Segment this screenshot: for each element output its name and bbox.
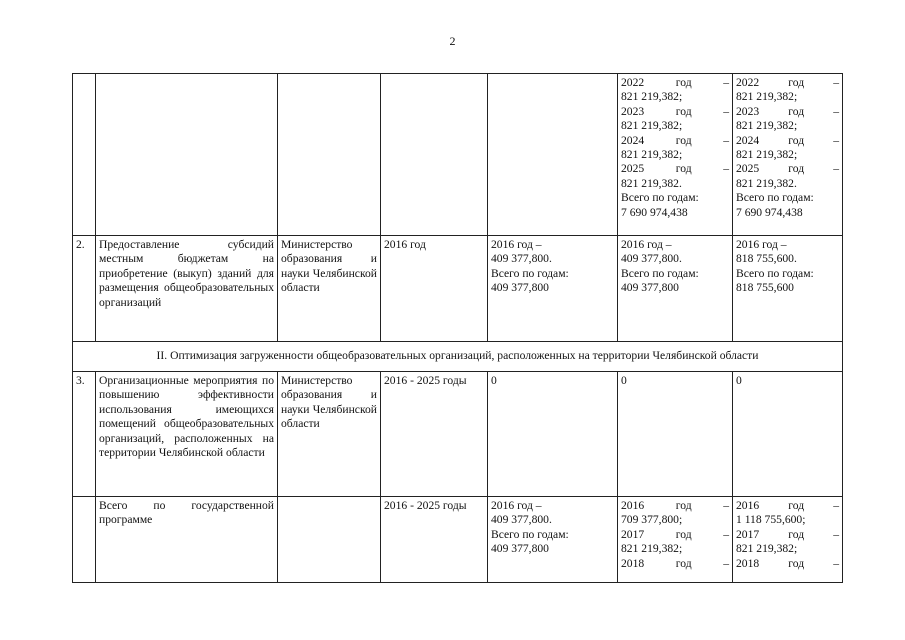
cell-name (96, 74, 278, 236)
cell-col6: 2016 год – 818 755,600. Всего по годам: 818 755,600 (733, 236, 843, 342)
year-line: 2016 год – (621, 499, 729, 512)
program-table (72, 73, 843, 583)
cell-col4: 0 (488, 372, 618, 497)
cell-col6 (733, 74, 843, 236)
year-line: 2016 год – (736, 499, 839, 512)
value-line: 821 219,382. (621, 176, 682, 190)
value-line: 821 219,382; (736, 90, 798, 104)
value-line: 821 219,382; (621, 148, 683, 162)
year-line: 2025 год – (621, 162, 729, 176)
cell-period: 2016 - 2025 годы (381, 497, 488, 583)
total-value: 7 690 974,438 (736, 205, 803, 219)
cell-executor: Министерство образования и науки Челябинской области (278, 236, 381, 342)
cell-name: Предоставление субсидий местным бюджетам на приобретение (выкуп) зданий для размещения общеобразовательных организаций (96, 236, 278, 342)
cell-num: 3. (73, 372, 96, 497)
value-line: 821 219,382; (621, 119, 683, 133)
cell-col5: 2016 год – 409 377,800. Всего по годам: 409 377,800 (618, 236, 733, 342)
total-label: Всего по годам: (621, 191, 699, 205)
cell-col4: 2016 год – 409 377,800. Всего по годам: 409 377,800 (488, 497, 618, 583)
cell-col5 (618, 74, 733, 236)
table-row-3 (73, 372, 843, 497)
cell-name: Всего по государственной программе (96, 497, 278, 583)
year-line: 2023 год – (621, 104, 729, 118)
cell-executor (278, 74, 381, 236)
cell-col5: 2016 год – 709 377,800; 2017 год – 821 219,382; 2018 год – (618, 497, 733, 583)
value-line: 821 219,382; (736, 148, 798, 162)
section-row (73, 342, 843, 372)
cell-executor: Министерство образования и науки Челябинской области (278, 372, 381, 497)
cell-num (73, 497, 96, 583)
total-label: Всего по годам: (736, 191, 814, 205)
total-value: 7 690 974,438 (621, 205, 688, 219)
year-line: 2018 год – (621, 556, 729, 570)
cell-num: 2. (73, 236, 96, 342)
page-number: 2 (449, 34, 456, 48)
year-line: 2022 год – (621, 76, 729, 89)
table-row-continued (73, 74, 843, 236)
value-line: 821 219,382; (736, 119, 798, 133)
year-line: 2018 год – (736, 556, 839, 570)
year-line: 2017 год – (736, 527, 839, 541)
cell-executor (278, 497, 381, 583)
year-line: 2024 год – (621, 133, 729, 147)
cell-period (381, 74, 488, 236)
cell-name: Организационные мероприятия по повышению эффективности использования имеющихся помещений общеобразовательных организаций, расположенных на территории Челябинской области (96, 372, 278, 497)
year-line: 2025 год – (736, 162, 839, 176)
year-line: 2017 год – (621, 527, 729, 541)
cell-num (73, 74, 96, 236)
year-line: 2023 год – (736, 104, 839, 118)
cell-period: 2016 - 2025 годы (381, 372, 488, 497)
table-row-2 (73, 236, 843, 342)
table-row-total (73, 497, 843, 583)
year-line: 2022 год – (736, 76, 839, 89)
year-line: 2024 год – (736, 133, 839, 147)
cell-col5: 0 (618, 372, 733, 497)
section-title: II. Оптимизация загруженности общеобразовательных организаций, расположенных на территории Челябинской области (73, 342, 843, 372)
cell-col6: 0 (733, 372, 843, 497)
cell-col4 (488, 74, 618, 236)
cell-col4: 2016 год – 409 377,800. Всего по годам: 409 377,800 (488, 236, 618, 342)
cell-period: 2016 год (381, 236, 488, 342)
cell-col6: 2016 год – 1 118 755,600; 2017 год – 821 219,382; 2018 год – (733, 497, 843, 583)
value-line: 821 219,382. (736, 176, 797, 190)
value-line: 821 219,382; (621, 90, 683, 104)
